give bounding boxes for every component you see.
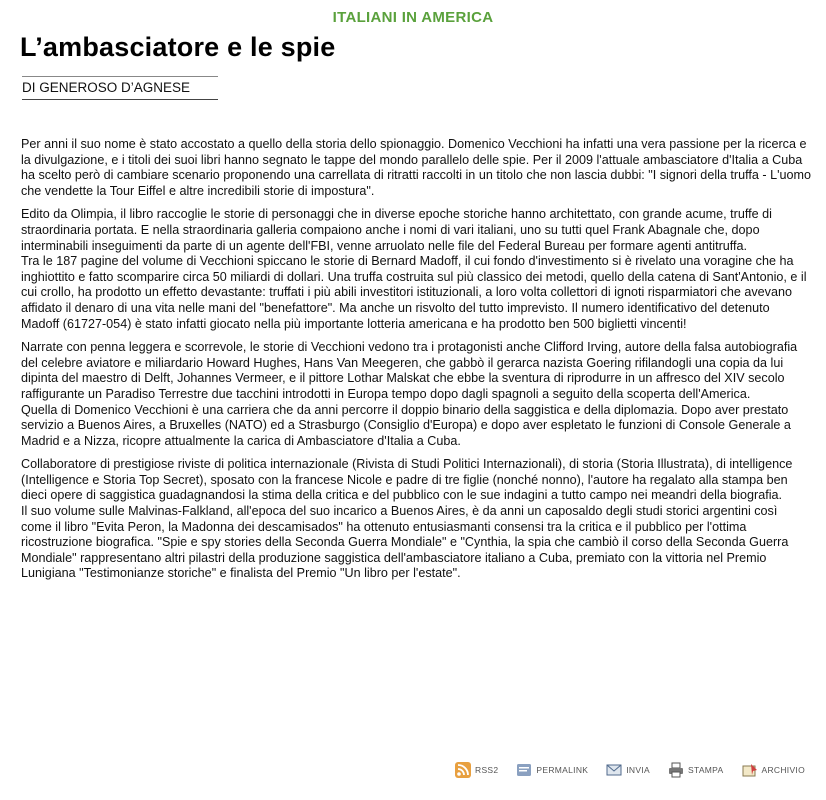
article-toolbar [455, 758, 805, 782]
section-label: ITALIANI IN AMERICA [332, 9, 494, 26]
permalink-label: PERMALINK [536, 765, 589, 775]
archive-icon [742, 762, 758, 778]
invia-link[interactable] [606, 762, 650, 778]
stampa-label: STAMPA [687, 765, 724, 775]
byline-rule [22, 76, 218, 77]
printer-icon [668, 762, 684, 778]
byline: DI GENEROSO D’AGNESE [22, 80, 218, 100]
permalink-icon [516, 762, 532, 778]
rss-icon [455, 762, 471, 778]
archivio-label: ARCHIVIO [761, 765, 805, 775]
paragraph: Per anni il suo nome è stato accostato a quello della storia dello spionaggio. Domenico Vecchioni ha infatti una vera passione per la ricerca e la divulgazione, e i titoli dei suoi libri hanno segnato le tappe del mondo parallelo delle spie. Per il 2009 l'attuale ambasciatore d'Italia a Cuba ha scelto però di cambiare scenario proponendo una carrellata di ritratti raccolti in un titolo che non lascia dubbi: "I signori della truffa - L'uomo che vendette la Tour Eiffel e altre incredibili storie di impostura". [21, 137, 811, 198]
article-title: L’ambasciatore e le spie [20, 32, 336, 62]
mail-icon [606, 762, 622, 778]
rss-link[interactable] [455, 762, 498, 778]
rss-label: RSS2 [475, 765, 499, 775]
permalink-link[interactable] [516, 762, 588, 778]
article-body [21, 137, 811, 590]
paragraph: Edito da Olimpia, il libro raccoglie le storie di personaggi che in diverse epoche storiche hanno architettato, con grande acume, truffe di straordinaria portata. E nella straordinaria galleria compaiono anche i nomi di vari italiani, uno su tutti quel Frank Abagnale che, dopo interminabili inseguimenti da parte di un agente dell'FBI, venne arruolato nelle file del Federal Bureau per formare agenti antitruffa. Tra le 187 pagine del volume di Vecchioni spiccano le storie di Bernard Madoff, il cui fondo d'investimento si è rivelato una voragine che ha inghiottito e fatto scomparire circa 50 miliardi di dollari. Una truffa costruita sul più classico dei metodi, quello della catena di Sant'Antonio, e il cui crollo, ha prodotto un effetto devastante: truffati i più abili investitori istituzionali, a loro volta collettori di ignoti risparmiatori che avevano affidato il denaro di una vita nelle mani del "benefattore". Ma anche un risvolto del tutto imprevisto. Il numero identificativo del detenuto Madoff (61727-054) è stato infatti giocato nella più importante lotteria americana e ha prodotto ben 500 biglietti vincenti! [21, 207, 807, 331]
invia-label: INVIA [626, 765, 650, 775]
paragraph: Collaboratore di prestigiose riviste di politica internazionale (Rivista di Studi Politici Internazionali), di storia (Storia Illustrata), di intelligence (Intelligence e Storia Top Secret), sposato con la francese Nicole e padre di tre figlie (nonché nonno), l'autore ha regalato alla stampa ben dieci opere di saggistica guadagnandosi la stima della critica e del pubblico con le sue indagini a tutto campo nei meandri della biografia. Il suo volume sulle Malvinas-Falkland, all'epoca del suo incarico a Buenos Aires, è da anni un caposaldo degli studi storici argentini così come il libro "Evita Peron, la Madonna dei descamisados" ha ottenuto entusiasmanti consensi tra la critica e il pubblico per l'ottima ricostruzione biografica. "Spie e spy stories della Seconda Guerra Mondiale" e "Cynthia, la spia che cambiò il corso della Seconda Guerra Mondiale" rappresentano altri pilastri della produzione saggistica dell'ambasciatore italiano a Cuba, premiato con la vittoria nel Premio Lunigiana "Testimonianze storiche" e finalista del Premio "Un libro per l'estate". [21, 457, 793, 581]
stampa-link[interactable] [668, 762, 724, 778]
archivio-link[interactable] [742, 762, 806, 778]
paragraph: Narrate con penna leggera e scorrevole, le storie di Vecchioni vedono tra i protagonisti anche Clifford Irving, autore della falsa autobiografia del celebre aviatore e miliardario Howard Hughes, Hans Van Meegeren, che gabbò il gerarca nazista Goering rifilandogli una copia da lui dipinta del maestro di Delft, Johannes Vermeer, e il pittore Lothar Malskat che ebbe la sventura di riprodurre in un affresco del XIV secolo raffigurante un Paradiso Terrestre due tacchini introdotti in Europa tempo dopo dagli spagnoli a seguito della scoperta dell'America. Quella di Domenico Vecchioni è una carriera che da anni percorre il doppio binario della saggistica e della diplomazia. Dopo aver prestato servizio a Buenos Aires, a Bruxelles (NATO) ed a Strasburgo (Consiglio d'Europa) e dopo aver espletato le funzioni di Console Generale a Madrid e a Nizza, ricopre attualmente la carica di Ambasciatore d'Italia a Cuba. [21, 340, 798, 448]
